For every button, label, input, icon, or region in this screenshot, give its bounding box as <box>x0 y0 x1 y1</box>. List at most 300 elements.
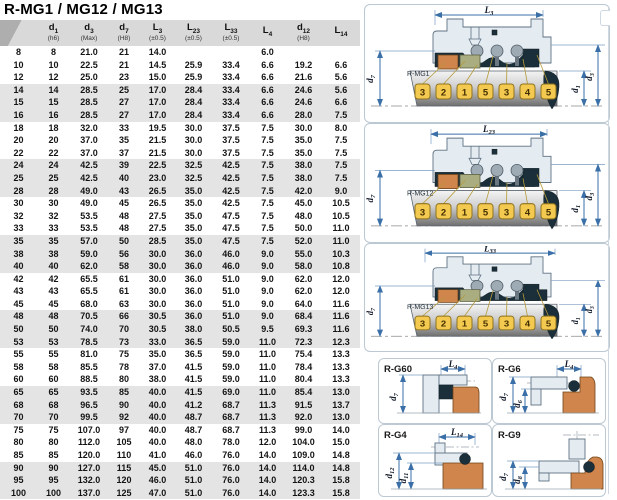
seat-holder <box>423 375 439 413</box>
cell: 59.0 <box>70 248 108 261</box>
table-row <box>0 273 360 286</box>
cell: 75 <box>118 349 129 360</box>
cell: 48.7 <box>175 411 212 424</box>
cell: 21 <box>118 47 129 57</box>
cell: 45.0 <box>294 198 313 209</box>
dim-label-L14: $L_{14}$ <box>451 427 463 439</box>
cell: 13.7 <box>322 399 360 412</box>
cell: 35.0 <box>148 349 167 360</box>
cell: 24.6 <box>285 84 322 97</box>
cell: 59.0 <box>222 349 240 360</box>
row-size-label: 25 <box>0 172 37 185</box>
panel-rmg12 <box>364 123 610 243</box>
panel-rg6 <box>492 358 606 424</box>
cell: 5.6 <box>322 84 360 97</box>
cell: 85 <box>108 386 140 399</box>
cell: 36.0 <box>175 310 212 323</box>
o-ring <box>584 462 595 473</box>
cell: 114.0 <box>285 462 322 475</box>
table-row <box>0 285 360 298</box>
seat-foot <box>539 473 549 481</box>
cell: 14.0 <box>250 474 285 487</box>
seat-ring <box>523 49 539 67</box>
detail-title: R-G9 <box>498 430 521 441</box>
table-row <box>0 336 360 349</box>
part-tag-number: 3 <box>419 87 426 99</box>
cell: 72.3 <box>285 336 322 349</box>
cell: 50.0 <box>294 223 313 234</box>
leader-line <box>507 183 508 204</box>
row-size-label: 75 <box>13 424 24 435</box>
cell: 65 <box>37 386 70 399</box>
cell: 36.0 <box>184 286 203 297</box>
row-size-label: 65 <box>0 386 37 399</box>
dim-label-d7: $d_7$ <box>365 308 378 316</box>
cell: 120 <box>108 474 140 487</box>
seat-plate <box>531 377 567 389</box>
cell: 47.5 <box>222 210 240 221</box>
panel-rg4 <box>378 424 492 497</box>
cell: 80 <box>118 374 129 385</box>
cell: 95 <box>37 474 70 487</box>
cell: 37.5 <box>222 147 240 158</box>
cell: 7.5 <box>261 210 274 221</box>
spring-stem <box>495 57 499 66</box>
part-tag-number: 5 <box>482 319 489 329</box>
table-row <box>0 96 360 109</box>
cell: 33 <box>118 122 129 133</box>
table-row <box>0 172 360 185</box>
cell: 6.6 <box>261 72 274 83</box>
cell: 42.5 <box>70 159 108 172</box>
dim-label-d3: $d_3$ <box>584 73 596 81</box>
cell: 40.0 <box>140 399 175 412</box>
row-size-label: 20 <box>13 135 24 146</box>
table-row <box>0 46 360 59</box>
row-size-label: 60 <box>13 374 24 385</box>
cell: 48 <box>118 210 129 221</box>
cell: 26.5 <box>140 185 175 198</box>
table-row <box>0 235 360 248</box>
cell: 35.0 <box>294 147 313 158</box>
cell: 10.3 <box>322 248 360 261</box>
table-row <box>0 449 360 462</box>
cell: 30.5 <box>140 310 175 323</box>
cell: 11.6 <box>332 298 350 309</box>
cell: 5.6 <box>334 72 348 83</box>
cell: 41.5 <box>175 386 212 399</box>
cell: 53 <box>37 336 70 349</box>
dim-label-d11: $d_{11}$ <box>398 472 410 484</box>
seat-strip <box>569 439 585 459</box>
cell: 65.5 <box>80 273 98 284</box>
cell: 42.5 <box>70 172 108 185</box>
cell: 104.0 <box>292 437 315 448</box>
cell <box>322 46 360 59</box>
model-label: R-MG1 <box>407 71 430 78</box>
cell: 12.0 <box>332 273 350 284</box>
cell: 91.5 <box>285 399 322 412</box>
cell: 9.0 <box>261 273 274 284</box>
cell: 35 <box>118 135 129 146</box>
cell: 75 <box>48 424 59 435</box>
row-size-label: 95 <box>0 474 37 487</box>
cell: 27.5 <box>148 223 167 234</box>
cell: 11.6 <box>322 323 360 336</box>
cell: 10.8 <box>322 260 360 273</box>
cell: 28.5 <box>140 235 175 248</box>
cell: 35.0 <box>175 185 212 198</box>
cell: 37 <box>118 147 129 158</box>
cell: 28.4 <box>175 96 212 109</box>
cell: 69.3 <box>285 323 322 336</box>
cell: 66 <box>108 310 140 323</box>
table-row <box>0 323 360 336</box>
cell: 11.0 <box>322 235 360 248</box>
cell: 36.0 <box>175 248 212 261</box>
cell: 100 <box>37 487 70 500</box>
cell: 105 <box>116 437 132 448</box>
dim-label-d3: $d_3$ <box>583 306 597 314</box>
cell: 60 <box>48 374 59 385</box>
row-size-label: 35 <box>0 235 37 248</box>
cell: 11.0 <box>250 386 285 399</box>
cell: 23 <box>118 72 129 83</box>
cell: 48 <box>37 310 70 323</box>
cell: 33.4 <box>212 109 250 122</box>
corner-header <box>0 20 37 46</box>
dim-label-d1: $d_1$ <box>570 204 582 213</box>
dim-label-d7: $d_7$ <box>365 194 377 203</box>
cell: 58 <box>48 361 59 372</box>
cell: 48.0 <box>294 210 313 221</box>
cell: 9.0 <box>250 248 285 261</box>
panel-rmg13 <box>364 243 610 352</box>
table-row <box>0 373 360 386</box>
cell: 30.5 <box>140 323 175 336</box>
detail-title: R-G6 <box>498 364 521 375</box>
part-tag-number: 5 <box>545 319 552 329</box>
detail-title: R-G4 <box>384 430 407 441</box>
cell: 18 <box>48 122 59 133</box>
cell: 15.0 <box>148 72 167 83</box>
cell: 68 <box>37 399 70 412</box>
cell: 9.5 <box>250 323 285 336</box>
row-size-label: 30 <box>13 198 24 209</box>
table-row <box>0 59 360 72</box>
cell: 21.6 <box>294 72 313 83</box>
cell: 13.3 <box>332 374 350 385</box>
cell: 80 <box>48 437 59 448</box>
cell: 88.5 <box>80 374 98 385</box>
cell: 10 <box>48 59 59 70</box>
dim-label-d7: $d_7$ <box>388 393 400 401</box>
table-row <box>0 436 360 449</box>
table-row <box>0 210 360 223</box>
cell: 11.0 <box>258 374 277 385</box>
cell: 92.0 <box>285 411 322 424</box>
cell: 30 <box>48 198 59 209</box>
leader-line <box>507 63 508 84</box>
table-row <box>0 487 360 500</box>
cell: 42.5 <box>212 185 250 198</box>
cell: 99.5 <box>70 411 108 424</box>
dim-label-L33: $L_{33}$ <box>484 244 496 256</box>
cell: 33.0 <box>140 336 175 349</box>
cell: 76.0 <box>222 450 240 460</box>
cell: 55 <box>48 349 59 360</box>
cell: 11.3 <box>250 411 285 424</box>
panel-rg9 <box>492 424 606 497</box>
cell: 51.0 <box>222 273 240 284</box>
row-size-label: 32 <box>13 210 24 221</box>
cell: 110 <box>116 450 132 460</box>
column-header: $d_{12}$ (H8) <box>285 20 322 46</box>
cell: 38.0 <box>285 159 322 172</box>
table-row <box>0 260 360 273</box>
cell: 30.0 <box>140 260 175 273</box>
cell: 70 <box>37 411 70 424</box>
row-size-label: 85 <box>13 450 24 460</box>
cell: 90 <box>37 462 70 475</box>
o-ring <box>460 454 471 465</box>
cell: 74.0 <box>70 323 108 336</box>
cell: 14.0 <box>250 487 285 500</box>
cell: 10.5 <box>332 198 350 209</box>
column-header: $L_{23}$ (±0.5) <box>175 20 212 46</box>
cell: 30.0 <box>148 298 167 309</box>
cell: 17.0 <box>140 109 175 122</box>
cell: 14.0 <box>332 424 350 435</box>
cell: 50.5 <box>212 323 250 336</box>
cell: 6.0 <box>261 47 274 57</box>
cell: 93.5 <box>70 386 108 399</box>
cell: 17.0 <box>140 96 175 109</box>
cell: 9.0 <box>322 185 360 198</box>
cell: 76.0 <box>212 462 250 475</box>
row-size-label: 40 <box>0 260 37 273</box>
cell: 33.4 <box>212 84 250 97</box>
cell: 14.0 <box>148 47 167 57</box>
cell: 23.0 <box>140 172 175 185</box>
cell: 22.5 <box>140 159 175 172</box>
table-row <box>0 474 360 487</box>
spring <box>491 45 503 57</box>
column-header: $L_{33}$ (±0.5) <box>212 20 250 46</box>
row-size-label: 33 <box>13 223 24 234</box>
cell: 7.5 <box>322 109 360 122</box>
seat-plate <box>439 375 467 385</box>
row-size-label: 70 <box>0 411 37 424</box>
cell: 6.6 <box>261 59 274 70</box>
cell: 69.0 <box>212 386 250 399</box>
cell: 19.2 <box>294 59 313 70</box>
cell: 41.0 <box>148 450 167 460</box>
part-tag-number: 2 <box>440 319 447 329</box>
table-row <box>0 424 360 437</box>
cell: 7.5 <box>250 159 285 172</box>
dimension-table <box>0 20 360 499</box>
table-row <box>0 222 360 235</box>
cell: 30.0 <box>184 122 203 133</box>
cell: 45 <box>118 198 129 209</box>
model-label: R-MG12 <box>407 190 434 198</box>
cell: 36.0 <box>175 260 212 273</box>
cell: 36.5 <box>175 336 212 349</box>
cell: 9.0 <box>261 298 274 309</box>
seat-plate <box>539 461 579 473</box>
cell: 85.5 <box>80 361 98 372</box>
part-tag-number: 2 <box>440 87 447 99</box>
cell: 33.4 <box>222 72 240 83</box>
column-header: $L_4$ <box>250 20 285 46</box>
cell: 40.0 <box>140 411 175 424</box>
cell: 59.0 <box>222 374 240 385</box>
cell: 45 <box>48 298 59 309</box>
row-size-label: 16 <box>0 109 37 122</box>
cell: 21.5 <box>148 135 167 146</box>
cell: 38.0 <box>175 323 212 336</box>
cell: 132.0 <box>70 474 108 487</box>
cell: 80.4 <box>294 374 313 385</box>
part-tag-number: 3 <box>419 319 426 329</box>
cell: 30.0 <box>184 147 203 158</box>
part-tag-number: 4 <box>524 87 531 99</box>
row-size-label: 90 <box>0 462 37 475</box>
seat-step <box>531 389 541 405</box>
cell: 15.0 <box>332 437 350 448</box>
row-size-label: 43 <box>13 286 24 297</box>
table-row <box>0 386 360 399</box>
table-row <box>0 399 360 412</box>
part-tag-number: 1 <box>461 207 468 219</box>
cell: 19.5 <box>148 122 167 133</box>
cell: 32.5 <box>175 159 212 172</box>
cell: 53.5 <box>80 210 98 221</box>
part-tag-number: 1 <box>461 319 468 329</box>
cell: 32.5 <box>175 172 212 185</box>
cell: 21 <box>118 59 129 70</box>
cell: 7.5 <box>261 147 274 158</box>
cell: 8.0 <box>334 122 348 133</box>
cell: 68.4 <box>285 310 322 323</box>
cell: 16 <box>37 109 70 122</box>
cell <box>212 46 250 59</box>
cell: 37.0 <box>80 147 98 158</box>
cell: 52.0 <box>285 235 322 248</box>
cell: 40 <box>37 260 70 273</box>
dim-label-d8: $d_8$ <box>512 476 524 484</box>
cell: 28.5 <box>70 84 108 97</box>
column-header: $d_1$ (h6) <box>37 20 70 46</box>
cell: 81.0 <box>80 349 98 360</box>
cell: 85.4 <box>285 386 322 399</box>
cell: 22 <box>48 147 59 158</box>
table-row <box>0 122 360 135</box>
seat-ring <box>439 385 453 399</box>
cell: 30.0 <box>148 286 167 297</box>
row-size-label: 80 <box>13 437 24 448</box>
cell: 78.4 <box>294 361 313 372</box>
leader-line <box>507 297 508 316</box>
cell: 32.0 <box>80 122 98 133</box>
cell: 27.5 <box>148 210 167 221</box>
row-size-label: 42 <box>13 273 24 284</box>
cell: 42.5 <box>212 172 250 185</box>
cell: 25 <box>37 172 70 185</box>
row-size-label: 55 <box>13 349 24 360</box>
set-screw <box>492 30 497 35</box>
cell: 47.5 <box>222 223 240 234</box>
cell: 59.0 <box>212 336 250 349</box>
cell: 115 <box>108 462 140 475</box>
cell: 40.0 <box>148 424 167 435</box>
cell <box>285 46 322 59</box>
spring-stem <box>515 57 519 66</box>
cell: 7.5 <box>250 172 285 185</box>
cell: 59.0 <box>222 361 240 372</box>
row-size-label: 22 <box>13 147 24 158</box>
row-size-label: 12 <box>13 72 24 83</box>
cell: 48.0 <box>184 437 203 448</box>
cell: 35.0 <box>175 235 212 248</box>
row-size-label: 8 <box>15 47 21 57</box>
cell: 55.0 <box>285 248 322 261</box>
cell: 65.5 <box>80 286 98 297</box>
seal-diagram-rmg12 <box>365 124 609 240</box>
part-tag-number: 5 <box>482 87 489 99</box>
part-tag-number: 3 <box>503 87 510 99</box>
diagrams-column <box>362 0 617 500</box>
table-row <box>0 109 360 122</box>
cell: 37.5 <box>222 122 240 133</box>
cell: 15.8 <box>322 487 360 500</box>
cell: 33 <box>48 223 59 234</box>
cell: 40.0 <box>148 437 167 448</box>
cell: 76.0 <box>212 474 250 487</box>
table-row <box>0 348 360 361</box>
cell: 62.0 <box>294 273 313 284</box>
table-row <box>0 462 360 475</box>
cell: 85 <box>48 450 59 460</box>
cell: 120.0 <box>77 450 101 460</box>
cell: 6.6 <box>334 59 348 70</box>
dim-label-L4: $L_4$ <box>564 359 574 371</box>
cell: 70.5 <box>70 310 108 323</box>
cell: 61 <box>118 286 129 297</box>
cell: 123.3 <box>285 487 322 500</box>
cell: 47.0 <box>140 487 175 500</box>
cell: 12.0 <box>332 286 350 297</box>
part-tag-number: 5 <box>482 207 489 219</box>
cell: 17.0 <box>140 84 175 97</box>
cell: 13.0 <box>322 386 360 399</box>
cell: 11.0 <box>332 223 350 234</box>
cell: 63 <box>118 298 129 309</box>
panel-edge-line <box>608 6 609 494</box>
dim-label-d6: $d_6$ <box>512 400 524 408</box>
cell: 13.0 <box>322 411 360 424</box>
cell: 7.5 <box>322 172 360 185</box>
cell: 42.5 <box>212 159 250 172</box>
cell: 20 <box>48 135 59 146</box>
row-size-label: 24 <box>0 159 37 172</box>
row-size-label: 53 <box>0 336 37 349</box>
panel-rmg1 <box>364 4 610 123</box>
cell: 57.0 <box>70 235 108 248</box>
column-header: $L_3$ (±0.5) <box>140 20 175 46</box>
cell: 56 <box>108 248 140 261</box>
